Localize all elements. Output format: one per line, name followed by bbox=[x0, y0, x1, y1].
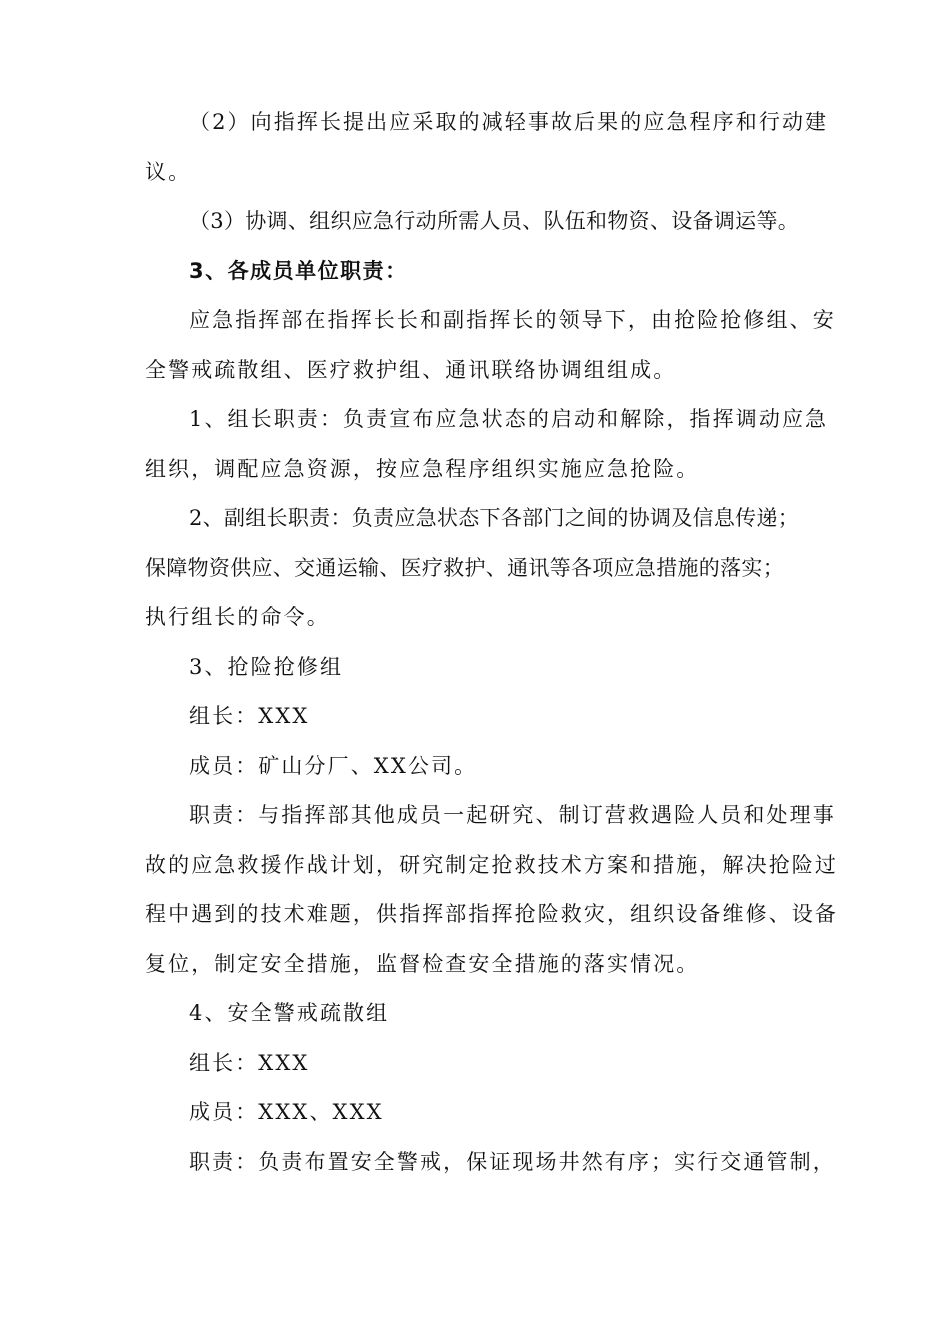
deputy-duty-line-3: 执行组长的命令。 bbox=[145, 605, 330, 629]
rescue-duty-line-2: 故的应急救援作战计划，研究制定抢救技术方案和措施，解决抢险过 bbox=[145, 852, 838, 877]
section-heading: 3、各成员单位职责： bbox=[189, 258, 408, 283]
rescue-group-title: 3、抢险抢修组 bbox=[189, 654, 344, 679]
leader-duty-line-1: 1、组长职责：负责宣布应急状态的启动和解除，指挥调动应急 bbox=[189, 407, 829, 431]
paragraph-3-line-1: （3）协调、组织应急行动所需人员、队伍和物资、设备调运等。 bbox=[189, 209, 800, 233]
rescue-duty-line-1: 职责：与指挥部其他成员一起研究、制订营救遇险人员和处理事 bbox=[189, 803, 836, 827]
paragraph-2-line-1: （2）向指挥长提出应采取的减轻事故后果的应急程序和行动建 bbox=[189, 110, 829, 134]
paragraph-2-line-2: 议。 bbox=[145, 159, 192, 184]
security-group-leader: 组长：XXX bbox=[189, 1050, 310, 1075]
document-body bbox=[145, 98, 838, 1187]
rescue-duty-line-4: 复位，制定安全措施，监督检查安全措施的落实情况。 bbox=[145, 951, 700, 976]
rescue-group-leader: 组长：XXX bbox=[189, 704, 310, 728]
rescue-group-members: 成员：矿山分厂、XX公司。 bbox=[189, 753, 478, 778]
deputy-duty-line-1: 2、副组长职责：负责应急状态下各部门之间的协调及信息传递； bbox=[189, 506, 800, 530]
security-group-title: 4、安全警戒疏散组 bbox=[189, 1001, 390, 1025]
leader-duty-line-2: 组织，调配应急资源，按应急程序组织实施应急抢险。 bbox=[145, 456, 700, 481]
security-duty-line-1: 职责：负责布置安全警戒，保证现场井然有序；实行交通管制， bbox=[189, 1149, 836, 1174]
command-intro-line-2: 全警戒疏散组、医疗救护组、通讯联络协调组组成。 bbox=[145, 357, 677, 382]
command-intro-line-1: 应急指挥部在指挥长长和副指挥长的领导下，由抢险抢修组、安 bbox=[189, 308, 836, 332]
security-group-members: 成员：XXX、XXX bbox=[189, 1100, 384, 1124]
rescue-duty-line-3: 程中遇到的技术难题，供指挥部指挥抢险救灾，组织设备维修、设备 bbox=[145, 902, 838, 926]
deputy-duty-line-2: 保障物资供应、交通运输、医疗救护、通讯等各项应急措施的落实； bbox=[145, 555, 784, 580]
